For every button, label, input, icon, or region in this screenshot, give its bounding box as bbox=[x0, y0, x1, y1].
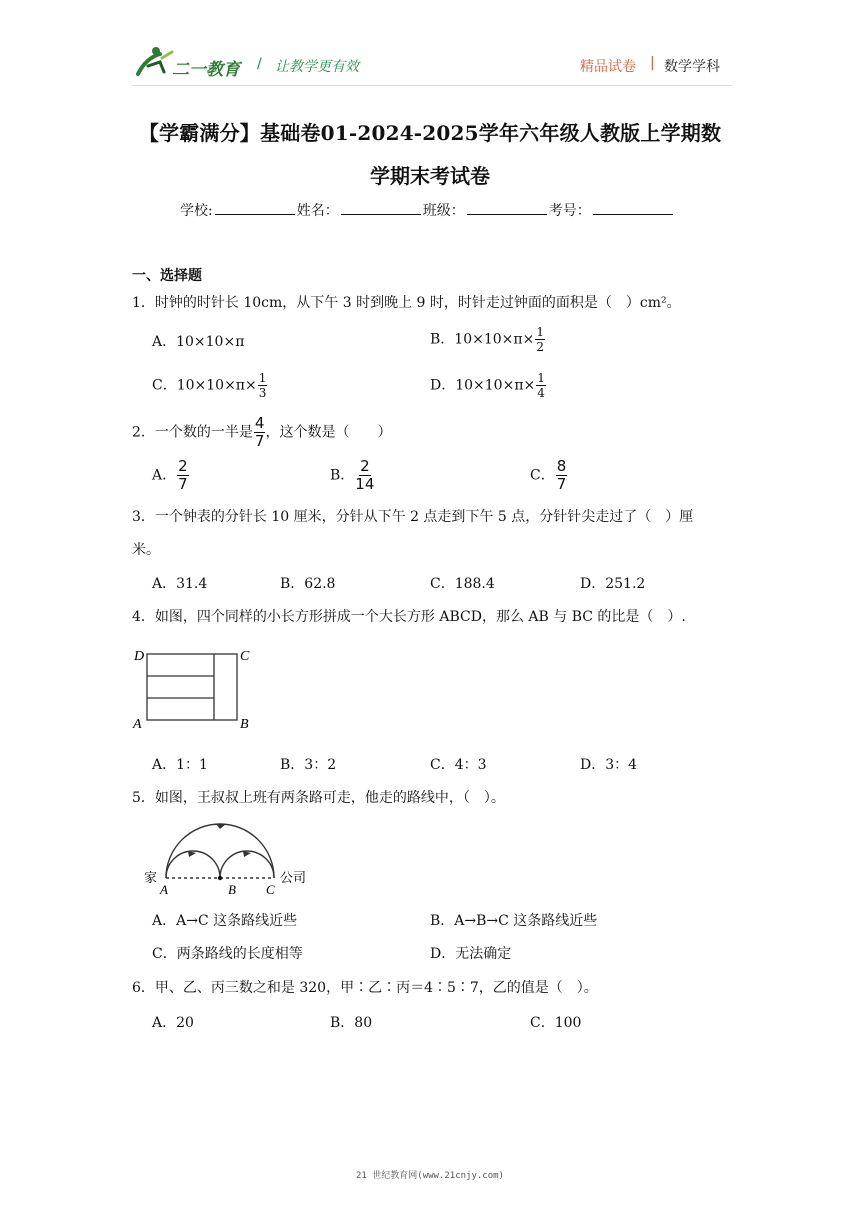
q2-option-a: A． $\frac{2}{7}$ bbox=[152, 457, 188, 493]
school-field[interactable] bbox=[215, 200, 295, 215]
q2-option-c: C． $\frac{8}{7}$ bbox=[530, 457, 567, 493]
exam-title-line1: 【学霸满分】基础卷01-2024-2025学年六年级人教版上学期数 bbox=[138, 121, 722, 145]
tag-premium-exam: 精品试卷 bbox=[580, 59, 636, 75]
rectangle-abcd-figure bbox=[130, 644, 260, 734]
label-b: B bbox=[240, 717, 249, 732]
tag-subject: 数学学科 bbox=[664, 59, 720, 75]
q4-option-d: D．3：4 bbox=[580, 757, 638, 773]
exam-number-label: 考号： bbox=[548, 203, 591, 219]
brand-name: 二一教育 bbox=[172, 60, 240, 80]
class-label: 班级： bbox=[422, 203, 465, 219]
q5-option-b: B．A→B→C 这条路线近些 bbox=[430, 913, 598, 929]
section-heading: 一、选择题 bbox=[132, 268, 202, 284]
question-4: 4．如图，四个同样的小长方形拼成一个大长方形 ABCD，那么 AB 与 BC 的比是（ ）. bbox=[132, 609, 686, 625]
route-arcs bbox=[166, 824, 274, 878]
q5-option-a: A．A→C 这条路线近些 bbox=[152, 913, 298, 929]
q6-option-c: C．100 bbox=[530, 1015, 582, 1031]
fraction: $\frac{4}{7}$ bbox=[254, 414, 265, 450]
route-arcs-figure bbox=[140, 812, 330, 898]
q1-option-c: C．10×10×π× $\frac{1}{3}$ bbox=[152, 371, 267, 400]
exam-number-field[interactable] bbox=[593, 200, 673, 215]
label-home: 家 bbox=[144, 871, 158, 886]
label-d: D bbox=[134, 649, 145, 664]
name-field[interactable] bbox=[341, 200, 421, 215]
q2-option-b: B． $\frac{2}{14}$ bbox=[330, 457, 375, 493]
fraction: $\frac{2}{14}$ bbox=[355, 457, 375, 493]
label-company: 公司 bbox=[280, 871, 307, 886]
q5-option-c: C．两条路线的长度相等 bbox=[152, 946, 303, 962]
q3-option-c: C．188.4 bbox=[430, 576, 495, 592]
label-c: C bbox=[266, 882, 275, 897]
question-5: 5．如图，王叔叔上班有两条路可走，他走的路线中，（ ）。 bbox=[132, 790, 505, 806]
point-b-dot bbox=[218, 876, 222, 880]
question-6: 6．甲、乙、丙三数之和是 320，甲∶乙∶丙＝4∶5∶7，乙的值是（ ）。 bbox=[132, 980, 598, 996]
exam-title-line2: 学期末考试卷 bbox=[370, 164, 490, 188]
page-footer: 21 世纪教育网(www.21cnjy.com) bbox=[356, 1171, 504, 1181]
fraction: $\frac{8}{7}$ bbox=[556, 457, 567, 493]
slogan-separator: / bbox=[257, 56, 262, 72]
q3-option-a: A．31.4 bbox=[152, 576, 208, 592]
student-info-row bbox=[180, 200, 675, 220]
rectangles bbox=[147, 654, 237, 720]
q4-option-a: A．1：1 bbox=[152, 757, 208, 773]
question-1: 1．时钟的时针长 10cm，从下午 3 时到晚上 9 时，时针走过钟面的面积是（ ）cm²。 bbox=[132, 295, 681, 311]
class-field[interactable] bbox=[467, 200, 547, 215]
tag-separator: | bbox=[650, 55, 655, 71]
label-a: A bbox=[133, 717, 142, 732]
question-3-line1: 3．一个钟表的分针长 10 厘米，分针从下午 2 点走到下午 5 点，分针针尖走过了（ ）厘 bbox=[132, 509, 694, 525]
label-a: A bbox=[160, 882, 168, 897]
fraction: $\frac{1}{3}$ bbox=[258, 371, 267, 400]
q6-option-b: B．80 bbox=[330, 1015, 373, 1031]
label-b: B bbox=[228, 882, 236, 897]
q6-option-a: A．20 bbox=[152, 1015, 194, 1031]
q4-option-b: B．3：2 bbox=[280, 757, 337, 773]
fraction: $\frac{1}{2}$ bbox=[536, 325, 544, 354]
q3-option-d: D．251.2 bbox=[580, 576, 646, 592]
question-2: 2．一个数的一半是 $\frac{4}{7}$ ，这个数是（ ） bbox=[132, 414, 392, 450]
q4-option-c: C．4：3 bbox=[430, 757, 487, 773]
q5-option-d: D．无法确定 bbox=[430, 946, 512, 962]
slogan: 让教学更有效 bbox=[275, 59, 359, 75]
q3-option-b: B．62.8 bbox=[280, 576, 336, 592]
school-label: 学校: bbox=[180, 203, 213, 219]
header-divider bbox=[132, 85, 732, 86]
question-3-line2: 米。 bbox=[132, 542, 160, 558]
label-c: C bbox=[240, 649, 250, 664]
fraction: $\frac{2}{7}$ bbox=[178, 457, 188, 493]
name-label: 姓名： bbox=[296, 203, 339, 219]
fraction: $\frac{1}{4}$ bbox=[537, 371, 545, 400]
q1-option-a: A．10×10×π bbox=[152, 334, 245, 350]
q1-option-d: D．10×10×π× $\frac{1}{4}$ bbox=[430, 371, 545, 400]
q1-option-b: B．10×10×π× $\frac{1}{2}$ bbox=[430, 325, 544, 354]
